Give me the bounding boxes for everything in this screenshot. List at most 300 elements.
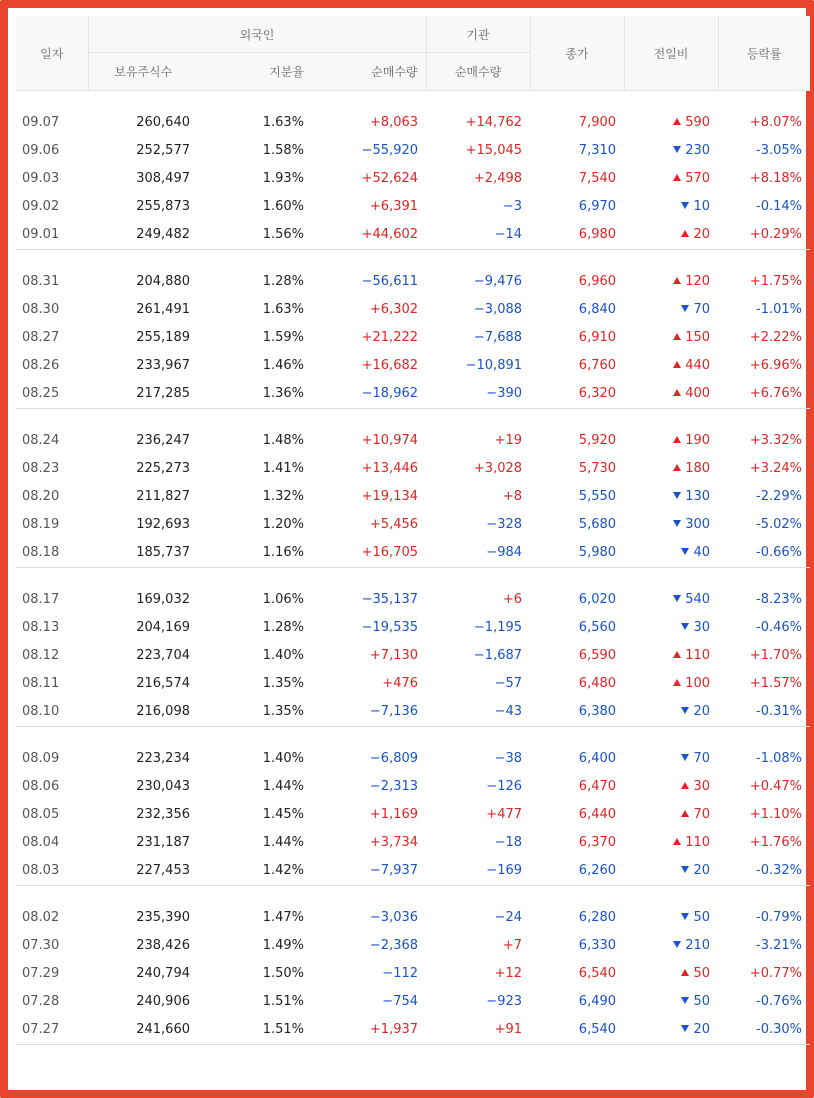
- share-cell: 1.58%: [262, 142, 304, 158]
- change-value: 20: [693, 1022, 711, 1037]
- change-value: 100: [685, 675, 711, 691]
- rate-cell: +3.24%: [749, 460, 803, 476]
- foreign-net-cell: −754: [382, 993, 419, 1009]
- rate-cell: -0.31%: [718, 697, 810, 727]
- change-value: 180: [685, 460, 711, 476]
- holdings-cell: 204,169: [136, 619, 190, 635]
- change-cell: [624, 1015, 718, 1045]
- inst-net-cell: +12: [494, 965, 523, 981]
- share-cell: 1.28%: [262, 619, 304, 635]
- share-cell: 1.51%: [198, 1015, 312, 1045]
- inst-net-cell: +7: [502, 937, 523, 953]
- foreign-net-cell: +52,624: [361, 170, 419, 186]
- date-cell: 09.03: [22, 170, 60, 186]
- close-cell: 6,020: [578, 591, 617, 607]
- inst-net-cell: −43: [426, 697, 530, 727]
- change-cell: [624, 585, 718, 613]
- header-foreign-net: 순매수량: [312, 53, 426, 91]
- triangle-down-icon: [673, 595, 681, 602]
- date-cell: 08.18: [16, 538, 88, 568]
- share-cell: 1.32%: [262, 488, 304, 504]
- holdings-cell: 230,043: [136, 778, 190, 794]
- header-inst-net: 순매수량: [426, 53, 530, 91]
- rate-cell: -0.32%: [718, 856, 810, 886]
- share-cell: 1.35%: [262, 675, 304, 691]
- table-body: [16, 91, 810, 1045]
- inst-net-cell: −9,476: [473, 273, 523, 289]
- close-cell: 5,550: [578, 488, 617, 504]
- share-cell: 1.48%: [262, 432, 304, 448]
- inst-net-cell: −3: [502, 198, 523, 214]
- change-cell: [624, 959, 718, 987]
- change-value: 20: [693, 863, 711, 878]
- close-cell: 6,480: [578, 675, 617, 691]
- change-cell: [624, 538, 718, 568]
- table-row: [16, 351, 810, 379]
- change-value: 440: [685, 357, 711, 373]
- share-cell: 1.50%: [262, 965, 304, 981]
- table-row: [16, 697, 810, 727]
- header-rate: 등락률: [718, 16, 810, 91]
- change-value: 300: [685, 516, 711, 532]
- close-cell: 6,280: [578, 909, 617, 925]
- triangle-down-icon: [681, 623, 689, 630]
- change-cell: [624, 931, 718, 959]
- change-value: 30: [693, 619, 711, 635]
- change-value: 70: [693, 301, 711, 317]
- change-value: 130: [685, 488, 711, 504]
- close-cell: 5,680: [578, 516, 617, 532]
- change-cell: [624, 164, 718, 192]
- foreign-net-cell: −2,313: [369, 778, 419, 794]
- rate-cell: +0.29%: [718, 220, 810, 250]
- share-cell: 1.46%: [262, 357, 304, 373]
- rate-cell: +0.77%: [749, 965, 803, 981]
- header-institution: 기관: [426, 16, 530, 53]
- holdings-cell: 236,247: [136, 432, 190, 448]
- table-row: [16, 267, 810, 295]
- close-cell: 6,980: [530, 220, 624, 250]
- holdings-cell: 231,187: [136, 834, 190, 850]
- rate-cell: -3.05%: [756, 142, 803, 158]
- spacer-cell: [16, 91, 810, 109]
- inst-net-cell: +15,045: [465, 142, 523, 158]
- triangle-up-icon: [681, 782, 689, 789]
- header-close: 종가: [530, 16, 624, 91]
- group-spacer: [16, 727, 810, 745]
- share-cell: 1.40%: [262, 750, 304, 766]
- table-row: [16, 987, 810, 1015]
- date-cell: 09.02: [22, 198, 60, 214]
- date-cell: 08.31: [22, 273, 60, 289]
- inst-net-cell: −24: [494, 909, 523, 925]
- holdings-cell: 233,967: [136, 357, 190, 373]
- date-cell: 08.23: [22, 460, 60, 476]
- inst-net-cell: −18: [494, 834, 523, 850]
- group-spacer: [16, 91, 810, 109]
- spacer-cell: [16, 886, 810, 904]
- foreign-net-cell: +21,222: [361, 329, 419, 345]
- triangle-up-icon: [673, 118, 681, 125]
- share-cell: 1.63%: [262, 114, 304, 130]
- change-cell: [624, 800, 718, 828]
- share-cell: 1.06%: [262, 591, 304, 607]
- holdings-cell: 169,032: [136, 591, 190, 607]
- date-cell: 08.27: [22, 329, 60, 345]
- change-cell: [624, 697, 718, 727]
- change-value: 40: [693, 545, 711, 560]
- rate-cell: +0.47%: [749, 778, 803, 794]
- triangle-up-icon: [673, 679, 681, 686]
- foreign-net-cell: −19,535: [361, 619, 419, 635]
- foreign-net-cell: +10,974: [361, 432, 419, 448]
- date-cell: 08.19: [22, 516, 60, 532]
- table-row: [16, 510, 810, 538]
- table-row: [16, 538, 810, 568]
- rate-cell: -0.46%: [756, 619, 803, 635]
- change-value: 20: [693, 704, 711, 719]
- inst-net-cell: +14,762: [465, 114, 523, 130]
- foreign-net-cell: +1,169: [369, 806, 419, 822]
- change-value: 590: [685, 114, 711, 130]
- holdings-cell: 261,491: [136, 301, 190, 317]
- group-spacer: [16, 886, 810, 904]
- share-cell: 1.42%: [198, 856, 312, 886]
- table-row: [16, 772, 810, 800]
- date-cell: 08.12: [22, 647, 60, 663]
- table-row: [16, 164, 810, 192]
- close-cell: 6,440: [578, 806, 617, 822]
- rate-cell: +8.18%: [749, 170, 803, 186]
- triangle-up-icon: [673, 333, 681, 340]
- foreign-net-cell: −56,611: [361, 273, 419, 289]
- foreign-net-cell: +6,302: [369, 301, 419, 317]
- close-cell: 7,540: [578, 170, 617, 186]
- share-cell: 1.40%: [262, 647, 304, 663]
- date-cell: 09.01: [16, 220, 88, 250]
- table-row: [16, 641, 810, 669]
- inst-net-cell: −14: [426, 220, 530, 250]
- date-cell: 08.25: [16, 379, 88, 409]
- triangle-down-icon: [681, 548, 689, 555]
- close-cell: 6,330: [578, 937, 617, 953]
- inst-net-cell: −3,088: [473, 301, 523, 317]
- date-cell: 08.13: [22, 619, 60, 635]
- change-value: 50: [693, 965, 711, 981]
- change-cell: [624, 669, 718, 697]
- table-row: [16, 744, 810, 772]
- close-cell: 6,970: [578, 198, 617, 214]
- rate-cell: +2.22%: [749, 329, 803, 345]
- share-cell: 1.16%: [198, 538, 312, 568]
- rate-cell: -1.08%: [756, 750, 803, 766]
- foreign-net-cell: −2,368: [369, 937, 419, 953]
- table-row: [16, 585, 810, 613]
- inst-net-cell: +477: [486, 806, 523, 822]
- close-cell: 6,380: [530, 697, 624, 727]
- close-cell: 5,730: [578, 460, 617, 476]
- share-cell: 1.35%: [198, 697, 312, 727]
- rate-cell: -0.30%: [718, 1015, 810, 1045]
- rate-cell: -0.14%: [756, 198, 803, 214]
- holdings-cell: 240,794: [136, 965, 190, 981]
- triangle-up-icon: [681, 230, 689, 237]
- change-cell: [624, 136, 718, 164]
- table-row: [16, 220, 810, 250]
- inst-net-cell: −126: [486, 778, 523, 794]
- group-spacer: [16, 568, 810, 586]
- share-cell: 1.47%: [262, 909, 304, 925]
- change-value: 50: [693, 993, 711, 1009]
- header-share: 지분율: [198, 53, 312, 91]
- date-cell: 08.04: [22, 834, 60, 850]
- table-row: [16, 323, 810, 351]
- inst-net-cell: −984: [426, 538, 530, 568]
- table-row: [16, 903, 810, 931]
- holdings-cell: 249,482: [88, 220, 198, 250]
- change-cell: [624, 379, 718, 409]
- change-value: 230: [685, 142, 711, 158]
- holdings-cell: 185,737: [88, 538, 198, 568]
- holdings-cell: 223,704: [136, 647, 190, 663]
- share-cell: 1.28%: [262, 273, 304, 289]
- foreign-net-cell: +44,602: [312, 220, 426, 250]
- rate-cell: -0.66%: [718, 538, 810, 568]
- triangle-down-icon: [681, 913, 689, 920]
- inst-net-cell: −7,688: [473, 329, 523, 345]
- date-cell: 08.10: [16, 697, 88, 727]
- change-cell: [624, 510, 718, 538]
- foreign-net-cell: +7,130: [369, 647, 419, 663]
- change-value: 70: [693, 806, 711, 822]
- inst-net-cell: −1,195: [473, 619, 523, 635]
- change-cell: [624, 772, 718, 800]
- table-row: [16, 295, 810, 323]
- holdings-cell: 225,273: [136, 460, 190, 476]
- spacer-cell: [16, 727, 810, 745]
- rate-cell: +6.96%: [749, 357, 803, 373]
- table-row: [16, 136, 810, 164]
- triangle-up-icon: [673, 436, 681, 443]
- table-row: [16, 669, 810, 697]
- close-cell: 6,470: [578, 778, 617, 794]
- date-cell: 08.02: [22, 909, 60, 925]
- foreign-net-cell: +19,134: [361, 488, 419, 504]
- holdings-cell: 255,873: [136, 198, 190, 214]
- date-cell: 08.06: [22, 778, 60, 794]
- triangle-down-icon: [673, 146, 681, 153]
- rate-cell: -2.29%: [756, 488, 803, 504]
- triangle-up-icon: [681, 810, 689, 817]
- table-row: [16, 856, 810, 886]
- foreign-net-cell: +5,456: [369, 516, 419, 532]
- rate-cell: +1.70%: [749, 647, 803, 663]
- triangle-down-icon: [681, 202, 689, 209]
- foreign-net-cell: +6,391: [369, 198, 419, 214]
- table-row: [16, 931, 810, 959]
- inst-net-cell: −169: [426, 856, 530, 886]
- triangle-up-icon: [673, 277, 681, 284]
- holdings-cell: 252,577: [136, 142, 190, 158]
- share-cell: 1.60%: [262, 198, 304, 214]
- close-cell: 6,840: [578, 301, 617, 317]
- share-cell: 1.20%: [262, 516, 304, 532]
- rate-cell: +1.10%: [749, 806, 803, 822]
- change-cell: [624, 323, 718, 351]
- change-cell: [624, 856, 718, 886]
- triangle-down-icon: [681, 1025, 689, 1032]
- close-cell: 6,590: [578, 647, 617, 663]
- change-cell: [624, 295, 718, 323]
- change-value: 190: [685, 432, 711, 448]
- close-cell: 6,370: [578, 834, 617, 850]
- rate-cell: -3.21%: [756, 937, 803, 953]
- holdings-cell: 216,574: [136, 675, 190, 691]
- share-cell: 1.59%: [262, 329, 304, 345]
- date-cell: 08.03: [16, 856, 88, 886]
- rate-cell: +1.75%: [749, 273, 803, 289]
- inst-net-cell: +2,498: [473, 170, 523, 186]
- foreign-net-cell: −6,809: [369, 750, 419, 766]
- table-row: [16, 426, 810, 454]
- header-foreign: 외국인: [88, 16, 426, 53]
- close-cell: 6,490: [578, 993, 617, 1009]
- triangle-up-icon: [673, 838, 681, 845]
- close-cell: 6,560: [578, 619, 617, 635]
- change-value: 210: [685, 937, 711, 953]
- date-cell: 08.11: [22, 675, 60, 691]
- rate-cell: +1.57%: [749, 675, 803, 691]
- close-cell: 7,310: [578, 142, 617, 158]
- spacer-cell: [16, 568, 810, 586]
- inst-net-cell: −328: [486, 516, 523, 532]
- table-row: [16, 959, 810, 987]
- rate-cell: -8.23%: [756, 591, 803, 607]
- date-cell: 08.05: [22, 806, 60, 822]
- foreign-net-cell: +13,446: [361, 460, 419, 476]
- date-cell: 07.30: [22, 937, 60, 953]
- triangle-down-icon: [681, 707, 689, 714]
- foreign-net-cell: −112: [382, 965, 419, 981]
- inst-net-cell: +19: [494, 432, 523, 448]
- triangle-down-icon: [673, 941, 681, 948]
- holdings-cell: 241,660: [88, 1015, 198, 1045]
- table-row: [16, 613, 810, 641]
- change-value: 120: [685, 273, 711, 289]
- inst-net-cell: +8: [502, 488, 523, 504]
- change-cell: [624, 641, 718, 669]
- triangle-down-icon: [681, 305, 689, 312]
- inst-net-cell: +6: [502, 591, 523, 607]
- change-cell: [624, 426, 718, 454]
- date-cell: 09.07: [22, 114, 60, 130]
- foreign-net-cell: +476: [382, 675, 419, 691]
- holdings-cell: 238,426: [136, 937, 190, 953]
- change-cell: [624, 613, 718, 641]
- foreign-net-cell: −7,136: [312, 697, 426, 727]
- foreign-net-cell: +3,734: [369, 834, 419, 850]
- change-cell: [624, 220, 718, 250]
- share-cell: 1.63%: [262, 301, 304, 317]
- close-cell: 5,980: [530, 538, 624, 568]
- foreign-net-cell: −3,036: [369, 909, 419, 925]
- foreign-net-cell: −55,920: [361, 142, 419, 158]
- date-cell: 07.29: [22, 965, 60, 981]
- inst-net-cell: −38: [494, 750, 523, 766]
- date-cell: 08.26: [22, 357, 60, 373]
- close-cell: 7,900: [578, 114, 617, 130]
- holdings-cell: 192,693: [136, 516, 190, 532]
- share-cell: 1.56%: [198, 220, 312, 250]
- change-cell: [624, 987, 718, 1015]
- change-value: 540: [685, 591, 711, 607]
- change-value: 110: [685, 834, 711, 850]
- share-cell: 1.45%: [262, 806, 304, 822]
- close-cell: 6,540: [530, 1015, 624, 1045]
- holdings-cell: 204,880: [136, 273, 190, 289]
- holdings-cell: 223,234: [136, 750, 190, 766]
- date-cell: 08.30: [22, 301, 60, 317]
- share-cell: 1.93%: [262, 170, 304, 186]
- change-value: 110: [685, 647, 711, 663]
- change-cell: [624, 828, 718, 856]
- change-value: 400: [685, 386, 711, 401]
- date-cell: 07.27: [16, 1015, 88, 1045]
- spacer-cell: [16, 250, 810, 268]
- change-cell: [624, 267, 718, 295]
- share-cell: 1.51%: [262, 993, 304, 1009]
- close-cell: 6,540: [578, 965, 617, 981]
- inst-net-cell: +3,028: [473, 460, 523, 476]
- change-value: 50: [693, 909, 711, 925]
- change-cell: [624, 108, 718, 136]
- rate-cell: -5.02%: [756, 516, 803, 532]
- close-cell: 6,960: [578, 273, 617, 289]
- date-cell: 07.28: [22, 993, 60, 1009]
- change-value: 570: [685, 170, 711, 186]
- triangle-up-icon: [673, 389, 681, 396]
- foreign-net-cell: +1,937: [312, 1015, 426, 1045]
- group-spacer: [16, 250, 810, 268]
- share-cell: 1.36%: [198, 379, 312, 409]
- holdings-cell: 255,189: [136, 329, 190, 345]
- inst-net-cell: −923: [486, 993, 523, 1009]
- foreign-net-cell: +16,705: [312, 538, 426, 568]
- close-cell: 6,320: [530, 379, 624, 409]
- table-row: [16, 454, 810, 482]
- close-cell: 6,400: [578, 750, 617, 766]
- inst-net-cell: −10,891: [465, 357, 523, 373]
- triangle-up-icon: [673, 174, 681, 181]
- change-cell: [624, 744, 718, 772]
- date-cell: 08.17: [22, 591, 60, 607]
- header-change: 전일비: [624, 16, 718, 91]
- table-row: [16, 108, 810, 136]
- change-cell: [624, 482, 718, 510]
- share-cell: 1.41%: [262, 460, 304, 476]
- holdings-cell: 235,390: [136, 909, 190, 925]
- change-cell: [624, 351, 718, 379]
- table-row: [16, 482, 810, 510]
- date-cell: 08.09: [22, 750, 60, 766]
- change-value: 30: [693, 778, 711, 794]
- inst-net-cell: −57: [494, 675, 523, 691]
- close-cell: 6,760: [578, 357, 617, 373]
- close-cell: 6,910: [578, 329, 617, 345]
- rate-cell: -1.01%: [756, 301, 803, 317]
- share-cell: 1.44%: [262, 778, 304, 794]
- header-holdings: 보유주식수: [88, 53, 198, 91]
